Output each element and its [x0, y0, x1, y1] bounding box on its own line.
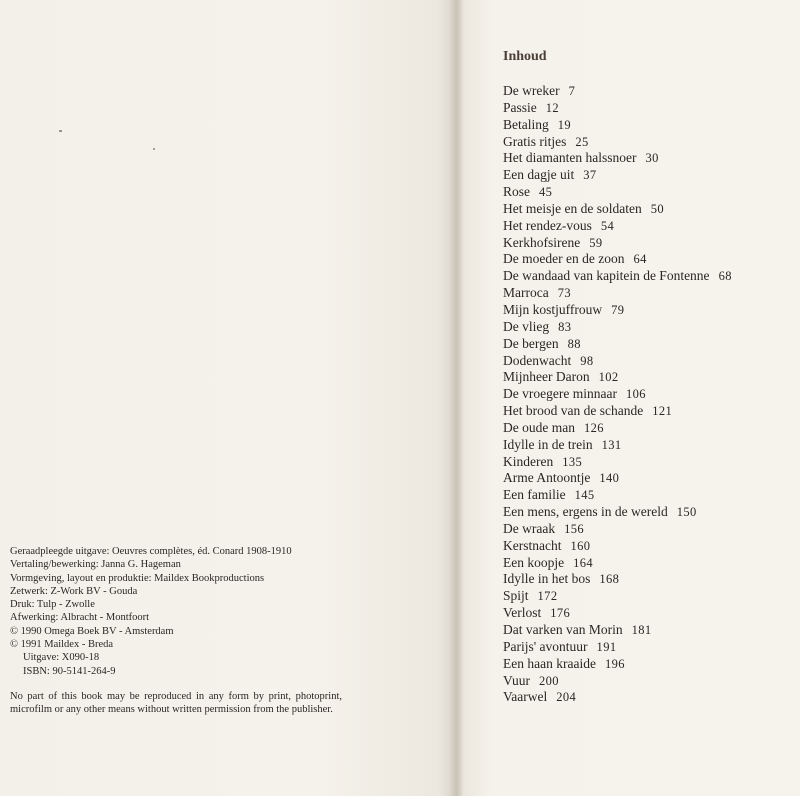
toc-entry-page-number: 172	[537, 589, 558, 604]
toc-entry	[503, 167, 793, 184]
toc-entry-page-number: 204	[556, 690, 577, 705]
toc-entry-title: Dat varken van Morin	[503, 622, 623, 637]
toc-entry	[503, 689, 793, 706]
toc-entry-page-number: 156	[564, 521, 585, 536]
toc-entry-title: Het brood van de schande	[503, 403, 644, 419]
toc-entry	[503, 605, 793, 622]
toc-entry-page-number: 145	[574, 488, 595, 503]
toc-entry-page-number: 181	[631, 623, 652, 637]
toc-entry-title: De bergen	[503, 335, 559, 351]
toc-entry	[503, 521, 793, 538]
toc-entry	[503, 268, 793, 285]
toc-entry	[503, 588, 793, 605]
toc-entry-title: Vaarwel	[503, 689, 548, 705]
toc-entry	[503, 555, 793, 572]
toc-entry	[503, 656, 793, 673]
toc-entry-page-number: 12	[545, 100, 560, 115]
toc-entry-title: Een haan kraaide	[503, 655, 596, 671]
colophon-line: Geraadpleegde uitgave: Oeuvres complètes, éd. Conard 1908-1910	[10, 546, 292, 557]
toc-entry	[503, 639, 793, 656]
toc-entry-page-number: 73	[557, 286, 572, 301]
toc-entry-page-number: 200	[538, 673, 559, 688]
toc-entry-page-number: 83	[558, 319, 572, 334]
toc-entry-title: Gratis ritjes	[503, 133, 567, 149]
toc-entry-title: Arme Antoontje	[503, 470, 591, 486]
toc-entry-title: Mijn kostjuffrouw	[503, 301, 603, 317]
toc-entry	[503, 386, 793, 403]
toc-entry-title: De wreker	[503, 83, 560, 98]
toc-entry	[503, 470, 793, 487]
toc-entry-title: Verlost	[503, 605, 542, 621]
colophon-line: © 1991 Maildex - Breda	[10, 639, 114, 651]
toc-entry	[503, 369, 793, 386]
toc-entry-title: De moeder en de zoon	[503, 251, 625, 267]
colophon-line: Afwerking: Albracht - Montfoort	[10, 612, 150, 624]
toc-entry	[503, 251, 793, 268]
colophon-line: Vertaling/bewerking: Janna G. Hageman	[10, 559, 181, 571]
toc-entry-page-number: 64	[633, 252, 647, 267]
toc-entry-title: Rose	[503, 184, 530, 200]
copyright-notice: No part of this book may be reproduced in any form by print, photoprint, microfilm or any other means without written permission from the publisher.	[10, 691, 342, 716]
colophon-line: ISBN: 90-5141-264-9	[23, 665, 116, 677]
toc-entry	[503, 420, 793, 437]
toc-entry-title: Een mens, ergens in de wereld	[503, 504, 668, 520]
toc-entry-page-number: 168	[599, 572, 620, 587]
toc-entry-page-number: 88	[567, 336, 581, 351]
toc-entry-page-number: 79	[611, 302, 625, 317]
toc-entry-title: Spijt	[503, 588, 529, 604]
toc-entry-page-number: 37	[583, 168, 597, 183]
table-of-contents	[503, 83, 793, 706]
toc-entry-page-number: 102	[598, 370, 619, 385]
toc-entry-title: Het rendez-vous	[503, 217, 592, 233]
toc-entry-title: De vroegere minnaar	[503, 386, 617, 402]
toc-entry-page-number: 98	[580, 353, 594, 368]
toc-entry-title: Kerstnacht	[503, 537, 562, 553]
colophon-line: Zetwerk: Z-Work BV - Gouda	[10, 585, 138, 597]
toc-entry-title: Mijnheer Daron	[503, 369, 590, 385]
toc-entry-page-number: 50	[650, 201, 665, 216]
toc-entry	[503, 201, 793, 218]
toc-entry-title: Een dagje uit	[503, 167, 575, 183]
toc-entry-title: De wandaad van kapitein de Fontenne	[503, 268, 710, 284]
toc-entry	[503, 150, 793, 167]
toc-entry	[503, 83, 793, 100]
toc-entry-page-number: 160	[570, 538, 591, 553]
colophon-line: Uitgave: X090-18	[23, 652, 100, 664]
toc-entry-title: De oude man	[503, 419, 575, 435]
toc-entry-title: Idylle in de trein	[503, 436, 593, 452]
paper-speck	[59, 130, 62, 132]
toc-entry	[503, 134, 793, 151]
toc-entry-page-number: 135	[562, 454, 583, 469]
toc-entry	[503, 504, 793, 521]
toc-entry	[503, 403, 793, 420]
toc-entry-page-number: 19	[557, 117, 572, 132]
toc-entry-page-number: 126	[583, 420, 604, 435]
toc-entry-title: Kinderen	[503, 453, 554, 469]
toc-entry-page-number: 68	[718, 269, 732, 284]
toc-entry	[503, 319, 793, 336]
toc-entry-title: Betaling	[503, 116, 549, 132]
toc-entry-title: Het meisje en de soldaten	[503, 200, 642, 216]
toc-entry-title: Kerkhofsirene	[503, 234, 581, 250]
toc-entry	[503, 622, 793, 639]
toc-entry-page-number: 59	[589, 235, 603, 250]
toc-entry-title: Passie	[503, 99, 537, 115]
toc-entry	[503, 454, 793, 471]
toc-entry	[503, 673, 793, 690]
toc-entry	[503, 571, 793, 588]
toc-entry-page-number: 7	[568, 84, 576, 98]
toc-entry-title: Een koopje	[503, 554, 565, 570]
toc-entry	[503, 336, 793, 353]
colophon-line: © 1990 Omega Boek BV - Amsterdam	[10, 625, 174, 637]
toc-entry-page-number: 140	[599, 471, 620, 486]
toc-entry-page-number: 106	[625, 387, 646, 402]
toc-entry	[503, 353, 793, 370]
toc-entry-page-number: 131	[601, 437, 622, 452]
toc-entry	[503, 117, 793, 134]
toc-entry	[503, 184, 793, 201]
toc-entry-title: Een familie	[503, 487, 566, 503]
toc-entry-page-number: 196	[604, 656, 625, 671]
toc-entry	[503, 285, 793, 302]
toc-entry-page-number: 54	[600, 218, 615, 233]
toc-entry-page-number: 176	[550, 606, 571, 621]
toc-entry	[503, 302, 793, 319]
book-gutter	[450, 0, 464, 796]
toc-entry-title: De wraak	[503, 520, 556, 536]
toc-entry	[503, 100, 793, 117]
colophon-line: Druk: Tulp - Zwolle	[10, 599, 95, 611]
toc-entry	[503, 235, 793, 252]
toc-entry-title: Het diamanten halssnoer	[503, 150, 637, 166]
toc-entry-title: Idylle in het bos	[503, 571, 591, 587]
toc-entry-title: Dodenwacht	[503, 352, 572, 368]
toc-heading: Inhoud	[503, 49, 547, 64]
toc-entry-title: Marroca	[503, 285, 549, 301]
colophon	[10, 545, 345, 678]
toc-entry-page-number: 45	[539, 185, 553, 200]
toc-entry-title: Vuur	[503, 672, 530, 688]
toc-entry	[503, 538, 793, 555]
toc-entry-title: Parijs' avontuur	[503, 638, 588, 654]
toc-entry	[503, 218, 793, 235]
toc-entry-page-number: 30	[645, 151, 659, 166]
toc-entry-title: De vlieg	[503, 318, 550, 334]
toc-entry	[503, 437, 793, 454]
toc-entry-page-number: 121	[652, 404, 673, 419]
toc-entry-page-number: 150	[676, 505, 697, 520]
toc-entry-page-number: 191	[596, 639, 617, 654]
toc-entry	[503, 487, 793, 504]
colophon-line: Vormgeving, layout en produktie: Maildex Bookproductions	[10, 572, 265, 584]
toc-entry-page-number: 164	[573, 555, 594, 570]
toc-entry-page-number: 25	[575, 134, 589, 149]
paper-speck	[153, 148, 155, 150]
